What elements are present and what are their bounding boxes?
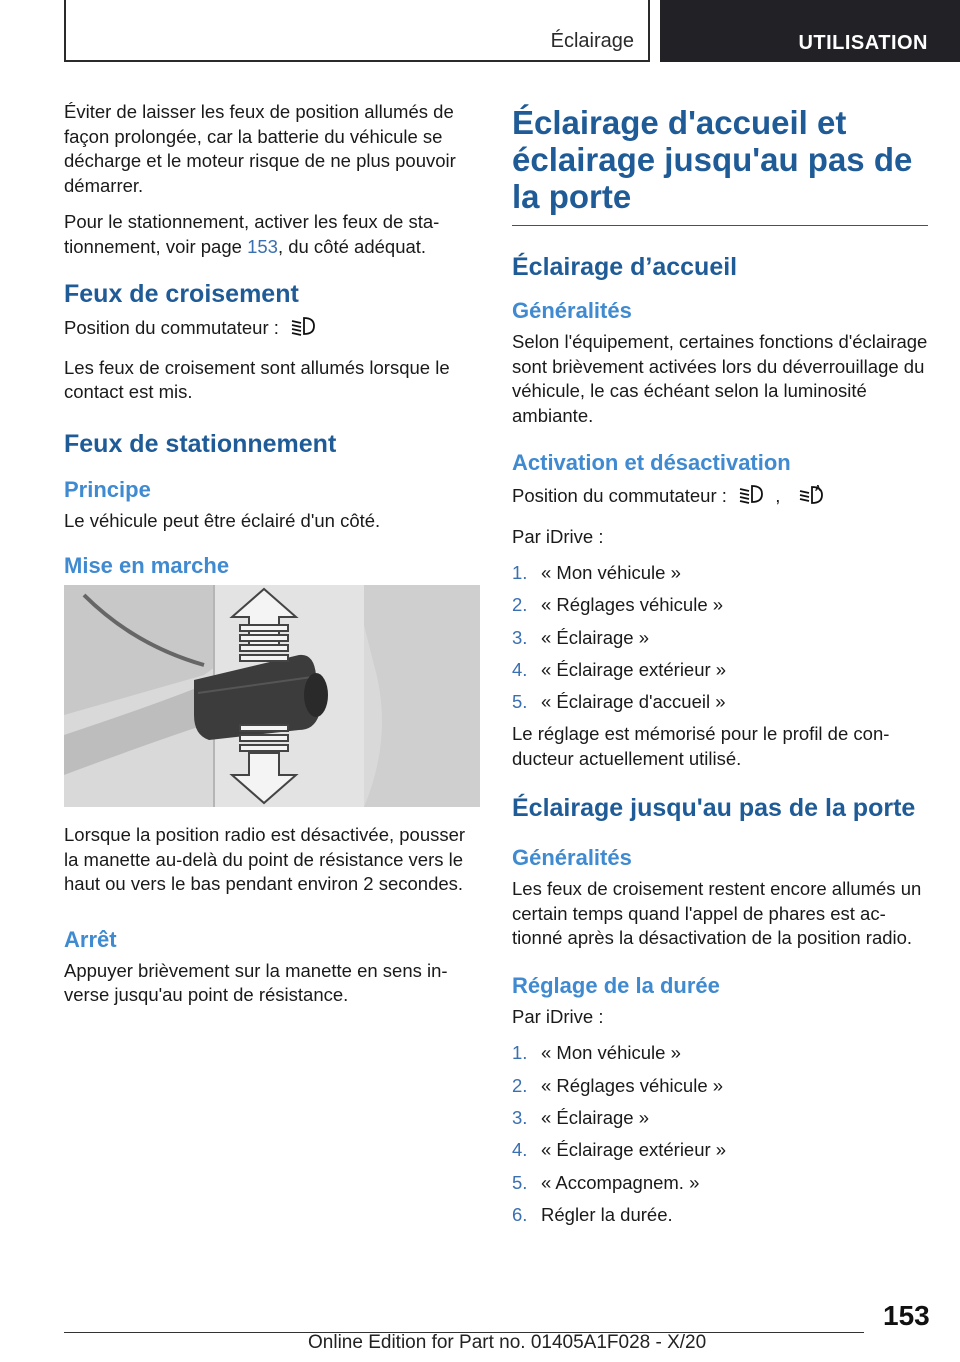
- header-chapter-tab: UTILISATION: [660, 0, 960, 62]
- header-section-box: [64, 0, 650, 62]
- step-number: 2.: [512, 1074, 528, 1096]
- step-number: 4.: [512, 658, 528, 680]
- list-item: [512, 690, 928, 714]
- general-1-text: Selon l'équipement, certaines fonctions d'éclairage sont brièvement activées lors du déverrouillage du véhicule, le cas échéant selon la luminosité ambiante.: [512, 331, 928, 426]
- heading-principle: Principe: [64, 476, 151, 502]
- list-item: [512, 1138, 928, 1162]
- steps-list-welcome: [512, 561, 928, 714]
- stored-text: Le réglage est mémorisé pour le profil de conducteur actuellement utilisé.: [512, 723, 890, 769]
- step-text: « Mon véhicule »: [541, 562, 681, 583]
- low-beam-switch-position: [64, 315, 480, 344]
- list-item: [512, 626, 928, 650]
- list-item: [512, 1074, 928, 1098]
- idrive-label-1: Par iDrive :: [512, 525, 604, 547]
- activation-separator: ,: [775, 485, 781, 507]
- low-beam-switch-label: Position du commutateur :: [64, 317, 279, 339]
- list-item: [512, 1203, 928, 1227]
- step-text: « Éclairage »: [541, 1107, 649, 1129]
- title-rule: [512, 225, 928, 226]
- step-number: 4.: [512, 1139, 528, 1161]
- parking-reference-tail: , du côté adéquat.: [277, 235, 427, 257]
- footer-edition: Online Edition for Part no. 01405A1F028 - X/20: [308, 1332, 707, 1353]
- heading-welcome-light: Éclairage d’accueil: [512, 253, 738, 281]
- low-beam-icon: [738, 483, 764, 512]
- step-number: 3.: [512, 1107, 528, 1129]
- steps-list-duration: [512, 1041, 928, 1226]
- heading-general-2: Généralités: [512, 845, 632, 871]
- svg-text:A: A: [815, 484, 822, 493]
- page-number: 153: [883, 1300, 930, 1331]
- page-title: Éclairage d'accueil et éclairage jusqu'au pas de la porte: [512, 104, 913, 215]
- switch-on-text: Lorsque la position radio est désactivée, pousser la manette au-delà du point de résistance vers le haut ou vers le bas pendant environ 2 secondes.: [64, 824, 466, 894]
- list-item: [512, 1041, 928, 1065]
- heading-parking-lights: Feux de stationnement: [64, 429, 337, 458]
- step-text: « Éclairage d'accueil »: [541, 691, 726, 713]
- heading-door-light: Éclairage jusqu'au pas de la porte: [512, 794, 916, 823]
- step-number: 1.: [512, 1042, 528, 1064]
- auto-headlight-icon: [797, 482, 825, 513]
- parking-reference-paragraph: [64, 210, 480, 259]
- step-text: « Éclairage »: [541, 626, 649, 648]
- step-number: 2.: [512, 594, 528, 616]
- low-beam-icon: [290, 315, 316, 344]
- low-beam-description: Les feux de croisement sont allumés lorsque le contact est mis.: [64, 356, 450, 402]
- left-column: [64, 100, 480, 1020]
- turn-signal-lever-figure: [64, 585, 480, 807]
- step-number: 1.: [512, 562, 528, 583]
- step-text: « Réglages véhicule »: [541, 1074, 724, 1096]
- list-item: [512, 1106, 928, 1130]
- activation-switch-position: [512, 482, 928, 513]
- heading-activation: Activation et désactivation: [512, 450, 791, 475]
- step-number: 3.: [512, 626, 528, 648]
- right-column: [512, 100, 928, 1235]
- parking-reference-text: Pour le stationnement, activer les feux de stationnement, voir page: [64, 211, 440, 257]
- heading-switch-on: Mise en marche: [64, 553, 230, 578]
- step-text: « Accompagnem. »: [541, 1171, 700, 1193]
- step-number: 5.: [512, 691, 528, 713]
- list-item: [512, 561, 928, 585]
- principle-text: Le véhicule peut être éclairé d'un côté.: [64, 509, 381, 531]
- list-item: [512, 1171, 928, 1195]
- header-section-title: Éclairage: [550, 30, 634, 52]
- step-number: 6.: [512, 1203, 528, 1225]
- step-text: « Mon véhicule »: [541, 1042, 681, 1064]
- list-item: [512, 658, 928, 682]
- step-text: « Éclairage extérieur »: [541, 1139, 727, 1161]
- activation-switch-label: Position du commutateur :: [512, 485, 727, 507]
- idrive-label-2: Par iDrive :: [512, 1005, 604, 1027]
- off-text: Appuyer brièvement sur la manette en sens inverse jusqu'au point de résistance.: [64, 959, 448, 1005]
- step-number: 5.: [512, 1171, 528, 1193]
- heading-off: Arrêt: [64, 926, 117, 952]
- warning-paragraph: Éviter de laisser les feux de position allumés de façon prolongée, car la batterie du véhicule se décharge et le moteur risque de ne plus pouvoir démarrer.: [64, 101, 456, 196]
- step-text: Régler la durée.: [541, 1203, 673, 1225]
- step-text: « Éclairage extérieur »: [541, 658, 727, 680]
- general-2-text: Les feux de croisement restent encore allumés un certain temps quand l'appel de phares est actionné après la désactivation de la position radio.: [512, 878, 922, 949]
- page-link[interactable]: 153: [247, 235, 278, 257]
- heading-duration: Réglage de la durée: [512, 972, 720, 998]
- heading-general-1: Généralités: [512, 298, 632, 323]
- step-text: « Réglages véhicule »: [541, 594, 724, 616]
- heading-low-beam: Feux de croisement: [64, 280, 299, 308]
- list-item: [512, 593, 928, 617]
